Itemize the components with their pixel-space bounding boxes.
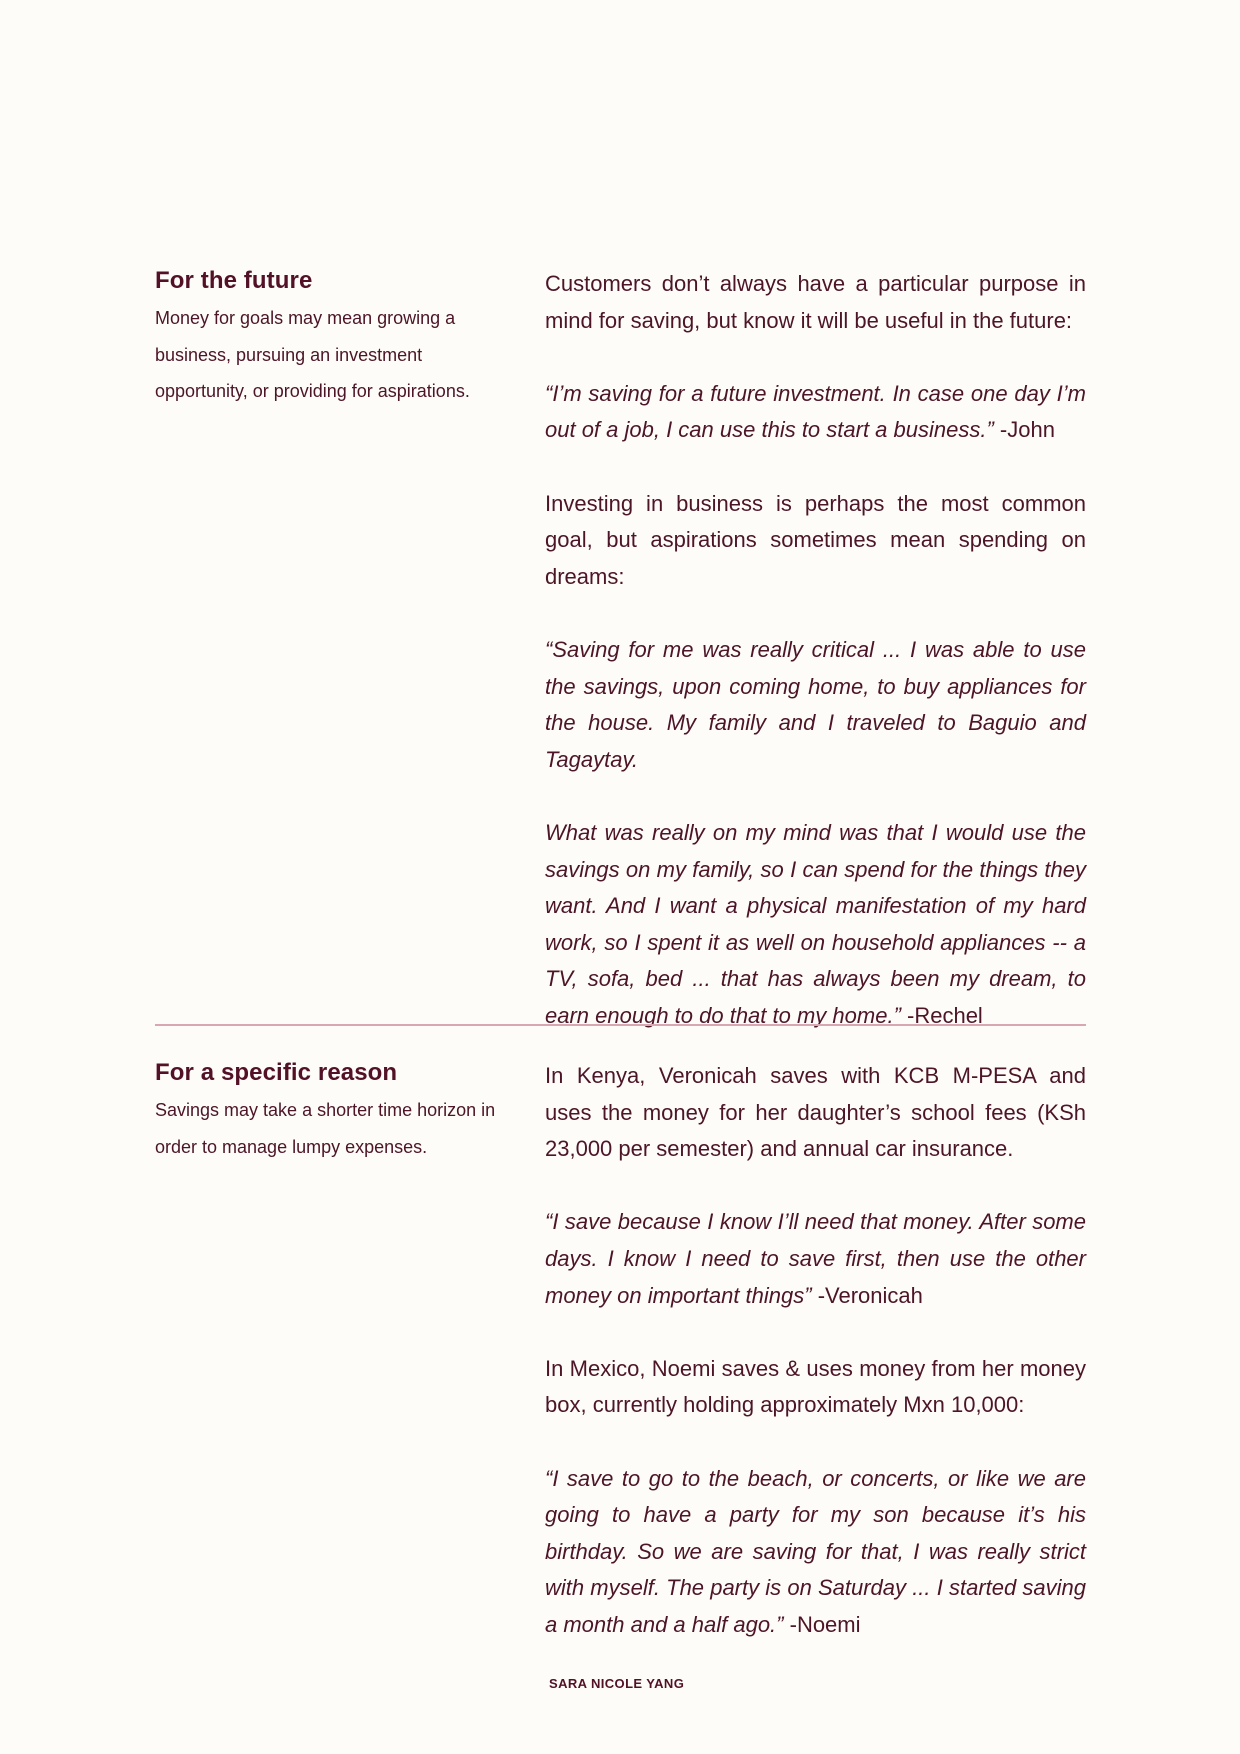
body-paragraph: [545, 266, 1086, 339]
quote-paragraph: [545, 632, 1086, 778]
paragraph-text: Investing in business is perhaps the most common goal, but aspirations sometimes mean spending on dreams:: [545, 490, 1086, 589]
section-heading: For a specific reason: [155, 1059, 398, 1086]
quote-paragraph: [545, 376, 1086, 449]
section-sidebar: [155, 266, 505, 410]
quote-attribution: -Rechel: [900, 1002, 983, 1028]
section-body: [545, 1058, 1086, 1644]
section-body: [545, 266, 1086, 1034]
paragraph-text: Customers don’t always have a particular purpose in mind for saving, but know it will be useful in the future:: [545, 271, 1086, 333]
paragraph-text: In Kenya, Veronicah saves with KCB M-PESA and uses the money for her daughter’s school fees (KSh 23,000 per semester) and annual car insurance.: [545, 1063, 1086, 1162]
quote-text: What was really on my mind was that I would use the savings on my family, so I can spend for the things they want. And I want a physical manifestation of my hard work, so I spent it as well on household appliances -- a TV, sofa, bed ... that has always been my dream, to earn enough to do that to my home.”: [545, 819, 1086, 1028]
quote-attribution: -John: [993, 417, 1055, 443]
quote-attribution: -Noemi: [783, 1611, 861, 1637]
section-heading: For the future: [155, 267, 313, 294]
body-paragraph: [545, 1351, 1086, 1424]
body-paragraph: [545, 486, 1086, 596]
quote-paragraph: [545, 1461, 1086, 1644]
quote-attribution: -Veronicah: [811, 1282, 923, 1308]
quote-text: “I’m saving for a future investment. In case one day I’m out of a job, I can use this to start a business.”: [545, 380, 1086, 443]
quote-paragraph: [545, 815, 1086, 1035]
section-description: Savings may take a shorter time horizon in order to manage lumpy expenses.: [155, 1100, 496, 1157]
quote-text: “Saving for me was really critical ... I was able to use the savings, upon coming home, to buy appliances for the house. My family and I traveled to Baguio and Tagaytay.: [545, 636, 1086, 772]
quote-paragraph: [545, 1204, 1086, 1314]
quote-text: “I save to go to the beach, or concerts, or like we are going to have a party for my son because it’s his birthday. So we are saving for that, I was really strict with myself. The party is on Saturday ... I started saving a month and a half ago.”: [545, 1465, 1086, 1637]
section-description: Money for goals may mean growing a business, pursuing an investment opportunity, or providing for aspirations.: [155, 308, 470, 401]
footer-author: SARA NICOLE YANG: [549, 1676, 685, 1691]
section-divider: [155, 1024, 1086, 1026]
quote-text: “I save because I know I’ll need that money. After some days. I know I need to save first, then use the other money on important things”: [545, 1209, 1086, 1308]
section-sidebar: [155, 1058, 505, 1165]
paragraph-text: In Mexico, Noemi saves & uses money from her money box, currently holding approximately Mxn 10,000:: [545, 1355, 1086, 1418]
body-paragraph: [545, 1058, 1086, 1168]
